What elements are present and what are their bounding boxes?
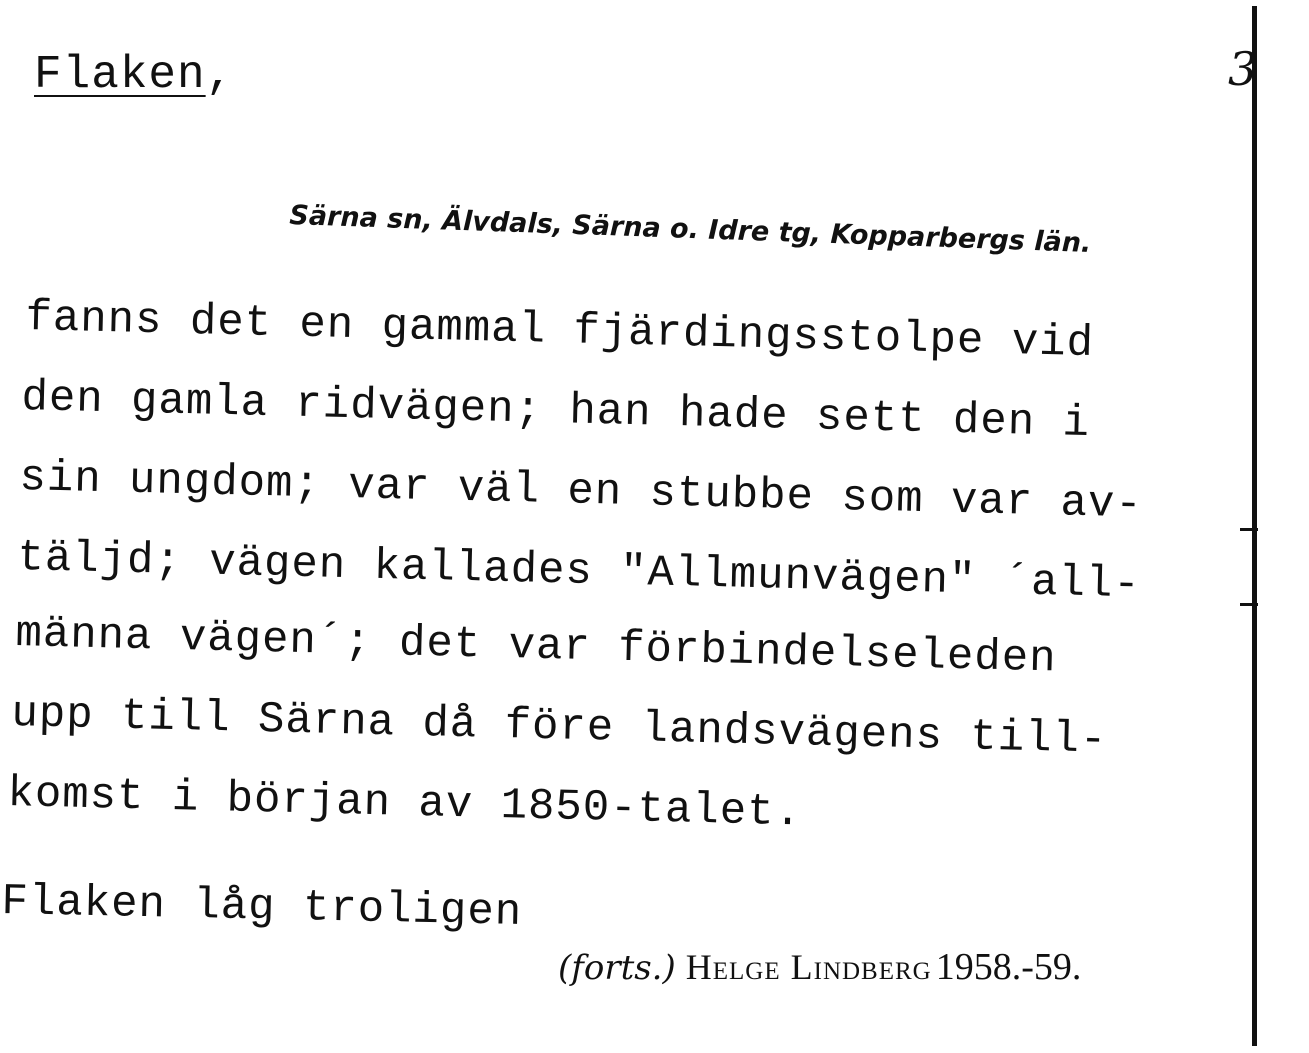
location-line: Särna sn, Älvdals, Särna o. Idre tg, Kopparbergs län. <box>288 200 1092 259</box>
signature <box>558 948 1081 986</box>
body-line: komst i början av 1850-talet. <box>6 769 803 839</box>
page-number: 3 <box>1228 42 1258 96</box>
body-line: täljd; vägen kallades "Allmunvägen" ´all- <box>16 533 1142 611</box>
headword-text: Flaken <box>34 49 206 101</box>
body-line: den gamla ridvägen; han hade sett den i <box>20 373 1091 450</box>
edge-tick <box>1240 603 1258 606</box>
body-line: sin ungdom; var väl en stubbe som var av- <box>18 453 1144 531</box>
headword <box>34 49 235 101</box>
body-line: upp till Särna då före landsvägens till- <box>10 689 1108 766</box>
edge-tick <box>1240 528 1258 531</box>
headword-punctuation: , <box>205 49 235 101</box>
body-line: fanns det en gammal fjärdingsstolpe vid <box>24 293 1095 370</box>
continued-note: (forts.) <box>558 948 676 988</box>
body-line: männa vägen´; det var förbindelseleden <box>14 609 1058 685</box>
signature-year: 1958.-59. <box>935 946 1082 988</box>
card-edge-line <box>1252 6 1257 1046</box>
body-line: Flaken låg troligen <box>1 877 523 938</box>
author-name: Helge Lindberg <box>685 947 932 987</box>
